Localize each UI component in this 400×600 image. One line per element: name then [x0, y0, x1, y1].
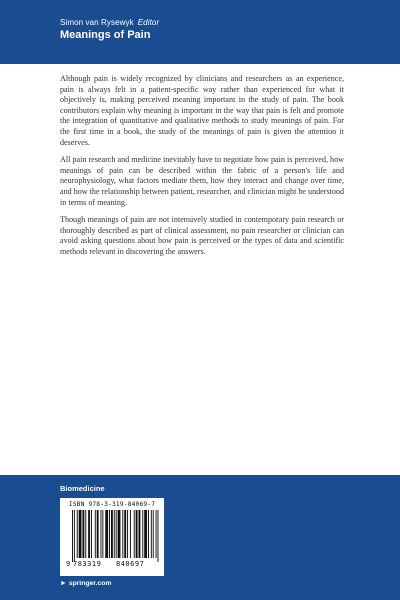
- barcode-bar: [116, 510, 117, 558]
- barcode-bar: [153, 510, 154, 558]
- barcode-lead-digit: 9: [66, 560, 71, 568]
- barcode-bar: [91, 510, 92, 558]
- barcode-bar: [105, 510, 108, 558]
- barcode-bar: [124, 510, 126, 558]
- barcode-bar: [85, 510, 86, 558]
- publisher-url[interactable]: [60, 580, 111, 587]
- blurb-paragraph-2: All pain research and medicine inevitably have to negotiate how pain is perceived, how meanings of pain can be described within the fabric of a person's life and neurophysiology, what factors mediate them, how they interact and change over time, and how the relationship between patient, researcher, and clinician might be understood in terms of meaning.: [60, 155, 344, 207]
- barcode-bar: [77, 510, 78, 558]
- barcode-bar: [127, 510, 128, 558]
- barcode-bar: [122, 510, 123, 558]
- barcode-bar: [82, 510, 84, 558]
- isbn-label: ISBN 978-3-319-84069-7: [68, 501, 156, 508]
- barcode-bar: [102, 510, 103, 558]
- barcode-bar: [139, 510, 141, 558]
- barcode-bar: [148, 510, 149, 558]
- arrow-icon: ►: [60, 580, 67, 587]
- blurb: [60, 74, 344, 265]
- series-label: Biomedicine: [60, 484, 105, 493]
- barcode-bar: [151, 510, 152, 558]
- barcode-bar: [95, 510, 96, 558]
- barcode-bar: [158, 510, 159, 562]
- editor-credit: [60, 18, 159, 27]
- publisher-url-text: springer.com: [68, 580, 112, 587]
- editor-role: Editor: [137, 18, 160, 27]
- barcode-bar: [136, 510, 138, 558]
- barcode-bar: [134, 510, 135, 558]
- barcode-bar: [114, 510, 115, 558]
- barcode-bar: [156, 510, 157, 558]
- book-title: Meanings of Pain: [60, 29, 151, 41]
- barcode-bars: [72, 510, 158, 562]
- editor-name: Simon van Rysewyk: [60, 18, 134, 27]
- barcode-bar: [97, 510, 99, 558]
- barcode-bar: [101, 510, 102, 558]
- blurb-paragraph-1: Although pain is widely recognized by clinicians and researchers as an experience, pain is always felt in a patient-specific way rather than experienced for what it objectively is, making perceived meaning important in the study of pain. The book contributors explain why meaning is important in the way that pain is felt and promote the integration of quantitative and qualitative methods to study meanings of pain. For the first time in a book, the study of the meanings of pain is given the attention it deserves.: [60, 74, 344, 147]
- barcode-bar: [79, 510, 82, 558]
- barcode-bar: [142, 510, 143, 558]
- barcode-bar: [74, 510, 75, 562]
- barcode-bar: [144, 510, 147, 558]
- barcode-bar: [109, 510, 110, 558]
- barcode-bar: [130, 510, 131, 558]
- barcode-bar: [72, 510, 73, 562]
- barcode-graphic: [65, 510, 159, 568]
- blurb-paragraph-3: Though meanings of pain are not intensively studied in contemporary pain research or thoroughly described as part of clinical assessment, no pain researcher or clinician can avoid asking questions about how pain is perceived or the types of data and scientific methods relevant in discovering the answers.: [60, 215, 344, 256]
- barcode-left-digits: 783319: [73, 560, 102, 568]
- barcode-right-digits: 840697: [116, 560, 145, 568]
- isbn-barcode: [60, 498, 164, 576]
- barcode-bar: [111, 510, 113, 558]
- barcode-bar: [118, 510, 121, 558]
- barcode-bar: [88, 510, 90, 558]
